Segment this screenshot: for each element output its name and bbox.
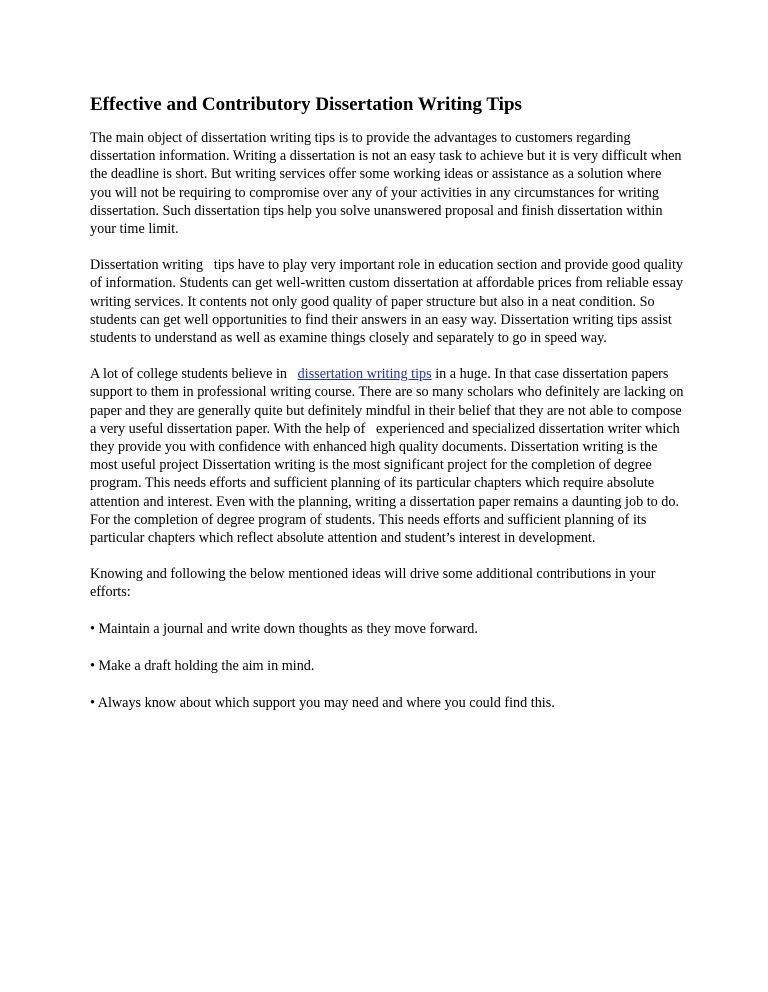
bullet-item-draft: • Make a draft holding the aim in mind. bbox=[90, 657, 315, 674]
paragraph-following-ideas: Knowing and following the below mentioned ideas will drive some additional contributions in your efforts: bbox=[90, 566, 656, 601]
dissertation-writing-tips-link[interactable]: dissertation writing tips bbox=[297, 366, 432, 383]
bullet-item-support: • Always know about which support you may need and where you could find this. bbox=[90, 695, 555, 712]
paragraph-college-students bbox=[90, 365, 686, 547]
paragraph-intro: The main object of dissertation writing tips is to provide the advantages to customers regarding dissertation information. Writing a dissertation is not an easy task to achieve but it is very difficult when the deadline is short. But writing services offer some working ideas or assistance as a solution where you will not be requiring to compromise over any of your activities in any circumstances for writing dissertation. Such dissertation tips help you solve unanswered proposal and finish dissertation within your time limit. bbox=[90, 130, 682, 238]
paragraph-college-students-start: A lot of college students believe in bbox=[90, 366, 298, 383]
document-body bbox=[90, 93, 686, 731]
bullet-item-journal: • Maintain a journal and write down thoughts as they move forward. bbox=[90, 620, 478, 637]
paragraph-importance: Dissertation writing tips have to play very important role in education section and provide good quality of information. Students can get well-written custom dissertation at affordable prices from reliable essay writing services. It contents not only good quality of paper structure but also in a neat condition. So students can get well opportunities to find their answers in an easy way. Dissertation writing tips assist students to understand as well as examine things closely and separately to go in speed way. bbox=[90, 257, 687, 347]
paragraph-college-students-end: in a huge. In that case dissertation papers support to them in professional writing course. There are so many scholars who definitely are lacking on paper and they are generally quite but definitely mindful in their belief that they are not able to compose a very useful dissertation paper. With the help of experienced and specialized dissertation writer which they provide you with confidence with enhanced high quality documents. Dissertation writing is the most useful project Dissertation writing is the most significant project for the completion of degree program. This needs efforts and sufficient planning of its particular chapters which require absolute attention and interest. Even with the planning, writing a dissertation paper remains a daunting job to do. For the completion of degree program of students. This needs efforts and sufficient planning of its particular chapters which reflect absolute attention and student’s interest in development. bbox=[90, 366, 688, 547]
document-title: Effective and Contributory Dissertation Writing Tips bbox=[90, 94, 522, 115]
